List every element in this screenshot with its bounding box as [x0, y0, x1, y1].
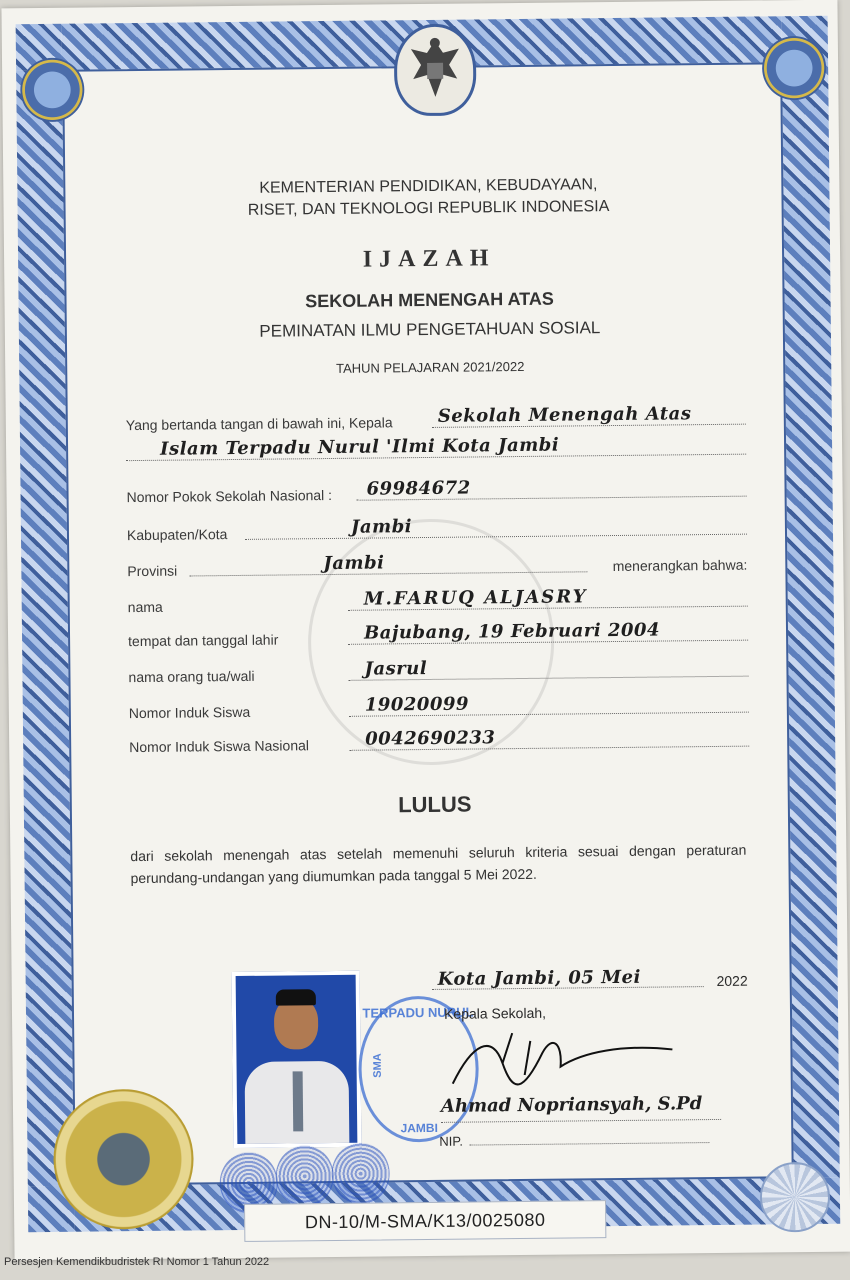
signing-year: 2022	[716, 972, 748, 989]
ministry-line-1: KEMENTERIAN PENDIDIKAN, KEBUDAYAAN,	[259, 176, 598, 197]
document-title: IJAZAH	[362, 245, 496, 273]
field-label: Kabupaten/Kota	[126, 526, 228, 544]
fingerprint-icon	[275, 1145, 334, 1208]
stamp-bottom-text: JAMBI	[400, 1120, 438, 1136]
fingerprint-icon	[331, 1142, 390, 1205]
dotted-line	[245, 534, 747, 540]
academic-year: TAHUN PELAJARAN 2021/2022	[335, 358, 525, 376]
hologram-sticker-icon	[760, 1162, 831, 1233]
serial-number: DN-10/M-SMA/K13/0025080	[244, 1200, 606, 1242]
signer-nip	[439, 1131, 709, 1149]
field-label: Nomor Induk Siswa Nasional	[129, 737, 310, 756]
ministry-line-2: RISET, DAN TEKNOLOGI REPUBLIK INDONESIA	[247, 198, 610, 219]
field-value: 69984672	[366, 477, 471, 500]
ministry-heading	[3, 172, 850, 225]
field-label: nama orang tua/wali	[128, 667, 255, 686]
field-value: M.FARUQ ALJASRY	[363, 586, 588, 610]
dotted-line	[189, 571, 587, 576]
stamp-side-text: SMA	[371, 1053, 384, 1078]
regulation-footer: Persesjen Kemendikbudristek RI Nomor 1 Tahun 2022	[4, 1256, 270, 1268]
signer-name: Ahmad Nopriansyah, S.Pd	[440, 1093, 703, 1117]
signer-position: Kepala Sekolah,	[443, 1004, 547, 1022]
field-label: Nomor Pokok Sekolah Nasional :	[126, 486, 333, 506]
field-value: 19020099	[364, 693, 470, 716]
field-value: Jambi	[350, 516, 413, 538]
field-label: tempat dan tanggal lahir	[128, 631, 279, 650]
corner-ornament-top-left	[20, 58, 85, 123]
field-suffix: menerangkan bahwa:	[609, 557, 748, 574]
place-date-value: Kota Jambi, 05 Mei	[437, 966, 641, 990]
field-label: Yang bertanda tangan di bawah ini, Kepala	[125, 414, 393, 434]
field-value: Bajubang, 19 Februari 2004	[363, 619, 661, 644]
nip-label: NIP.	[439, 1133, 464, 1149]
dotted-line	[469, 1142, 709, 1146]
field-label: Nomor Induk Siswa	[128, 703, 251, 722]
student-photo	[232, 971, 362, 1148]
field-value: 0042690233	[365, 727, 496, 750]
ministry-hologram-seal-icon	[53, 1088, 194, 1229]
field-label: Provinsi	[127, 562, 178, 580]
garuda-emblem-icon	[394, 23, 477, 116]
major: PEMINATAN ILMU PENGETAHUAN SOSIAL	[259, 318, 601, 341]
photo-cap	[276, 989, 316, 1005]
corner-ornament-top-right	[762, 36, 827, 101]
field-value: Jambi	[323, 552, 385, 575]
field-value: Jasrul	[364, 657, 428, 680]
certificate-paper	[1, 0, 850, 1260]
graduation-statement: dari sekolah menengah atas setelah memenuhi seluruh kriteria sesuai dengan peraturan perundang-undangan yang diumumkan pada tanggal 5 Mei 2022.	[130, 841, 747, 887]
signing-place-date	[432, 965, 748, 996]
field-value: Islam Terpadu Nurul 'Ilmi Kota Jambi	[159, 434, 560, 460]
result-status: LULUS	[398, 791, 472, 818]
field-value: Sekolah Menengah Atas	[437, 403, 692, 427]
photo-tie	[293, 1071, 304, 1131]
stamp-top-text: TERPADU NURUL	[362, 1004, 474, 1021]
signature-icon	[442, 1021, 683, 1104]
field-label: nama	[127, 598, 163, 616]
school-type: SEKOLAH MENENGAH ATAS	[305, 288, 554, 312]
